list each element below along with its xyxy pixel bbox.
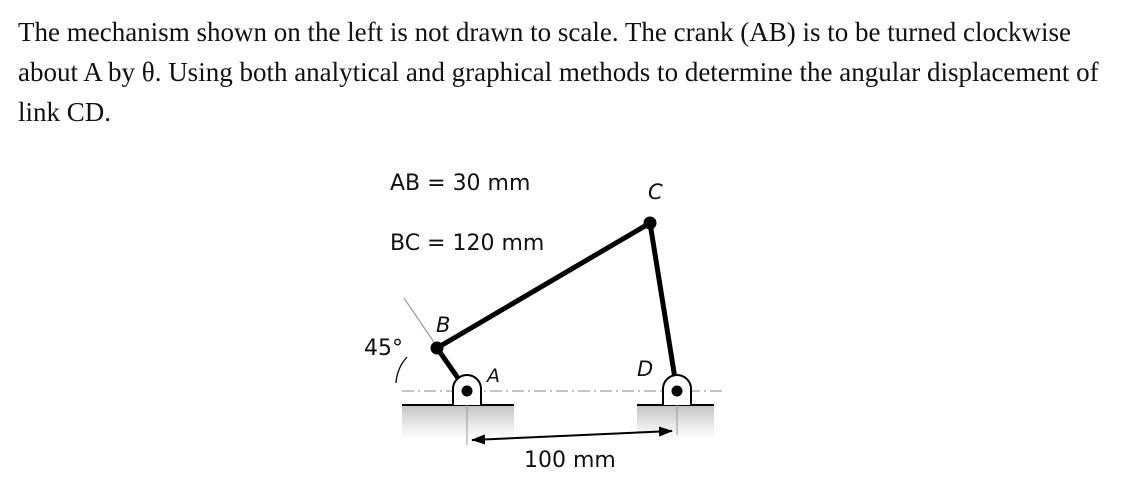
pivot-support-d (663, 375, 691, 405)
label-point-d: D (637, 357, 654, 381)
label-point-a: A (487, 365, 500, 387)
ground-left (402, 405, 514, 439)
label-point-b: B (436, 313, 451, 337)
label-point-c: C (648, 180, 663, 204)
pivot-support-a (453, 375, 481, 405)
link-cd (650, 223, 677, 391)
label-angle: 45° (364, 336, 403, 361)
joint-c (644, 217, 657, 230)
label-ground-distance: 100 mm (524, 448, 616, 473)
ground-right (637, 405, 714, 439)
label-ab-length: AB = 30 mm (390, 171, 531, 196)
label-bc-length: BC = 120 mm (390, 231, 545, 256)
joint-b (431, 342, 444, 355)
problem-statement: The mechanism shown on the left is not drawn to scale. The crank (AB) is to be turned clockwise about A by θ. Using both analytical and graphical methods to determine the angular displacement of link CD. (18, 17, 1099, 127)
